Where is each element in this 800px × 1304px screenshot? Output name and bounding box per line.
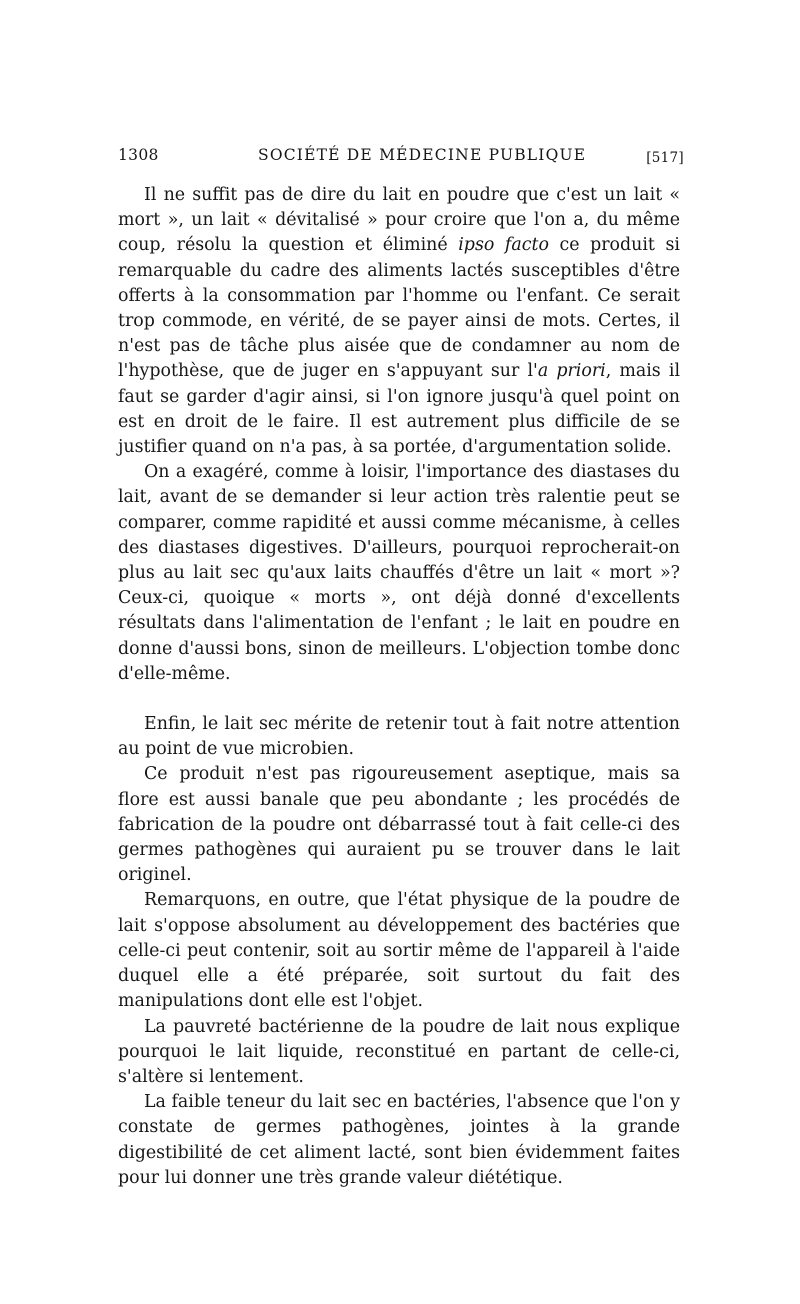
latin-phrase-a-priori: a priori xyxy=(537,361,606,382)
paragraph-5: Remarquons, en outre, que l'état physique de la poudre de lait s'oppose absolument au développement des bactéries que celle-ci peut contenir, soit au sortir même de l'appareil à l'aide duquel elle a été préparée, soit surtout du fait des manipulations dont elle est l'objet. xyxy=(118,890,680,1012)
body-text xyxy=(118,183,680,1191)
running-head xyxy=(118,146,684,172)
page-number: 1308 xyxy=(118,146,159,164)
paragraph-1 xyxy=(118,183,680,460)
paragraph-1-text-c: , mais il faut se garder d'agir ainsi, si l'on ignore jusqu'à quel point on est en droit de le faire. Il est autrement plus difficile de se justifier quand on n'a pas, à sa portée, d'argumentation solide. xyxy=(118,361,680,458)
paragraph-4: Ce produit n'est pas rigoureusement aseptique, mais sa flore est aussi banale que peu abondante ; les procédés de fabrication de la poudre ont débarrassé tout à fait celle-ci des germes pathogènes qui auraient pu se trouver dans le lait originel. xyxy=(118,764,680,886)
paragraph-1-text-b: ce produit si remarquable du cadre des aliments lactés susceptibles d'être offerts à la consommation par l'homme ou l'enfant. Ce serait trop commode, en vérité, de se payer ainsi de mots. Certes, il n'est pas de tâche plus aisée que de condamner au nom de l'hypothèse, que de juger en s'appuyant sur l' xyxy=(118,235,680,382)
latin-phrase-ipso-facto: ipso facto xyxy=(458,235,549,256)
page-reference: [517] xyxy=(646,150,684,166)
paragraph-6: La pauvreté bactérienne de la poudre de lait nous explique pourquoi le lait liquide, reconstitué en partant de celle-ci, s'altère si lentement. xyxy=(118,1016,680,1087)
paragraph-2: On a exagéré, comme à loisir, l'importance des diastases du lait, avant de se demander si leur action très ralentie peut se comparer, comme rapidité et aussi comme mécanisme, à celles des diastases digestives. D'ailleurs, pourquoi reprocherait-on plus au lait sec qu'aux laits chauffés d'être un lait « mort »? Ceux-ci, quoique « morts », ont déjà donné d'excellents résultats dans l'alimentation de l'enfant ; le lait en poudre en donne d'aussi bons, sinon de meilleurs. L'objection tombe donc d'elle-même. xyxy=(118,462,680,684)
paragraph-1-text-a: Il ne suffit pas de dire du lait en poudre que c'est un lait « mort », un lait « dévitalisé » pour croire que l'on a, du même coup, résolu la question et éliminé xyxy=(118,185,680,256)
paragraph-7: La faible teneur du lait sec en bactéries, l'absence que l'on y constate de germes pathogènes, jointes à la grande digestibilité de cet aliment lacté, sont bien évidemment faites pour lui donner une très grande valeur diététique. xyxy=(118,1092,680,1188)
running-title: SOCIÉTÉ DE MÉDECINE PUBLIQUE xyxy=(258,146,587,164)
paragraph-3: Enfin, le lait sec mérite de retenir tout à fait notre attention au point de vue microbien. xyxy=(118,714,680,760)
